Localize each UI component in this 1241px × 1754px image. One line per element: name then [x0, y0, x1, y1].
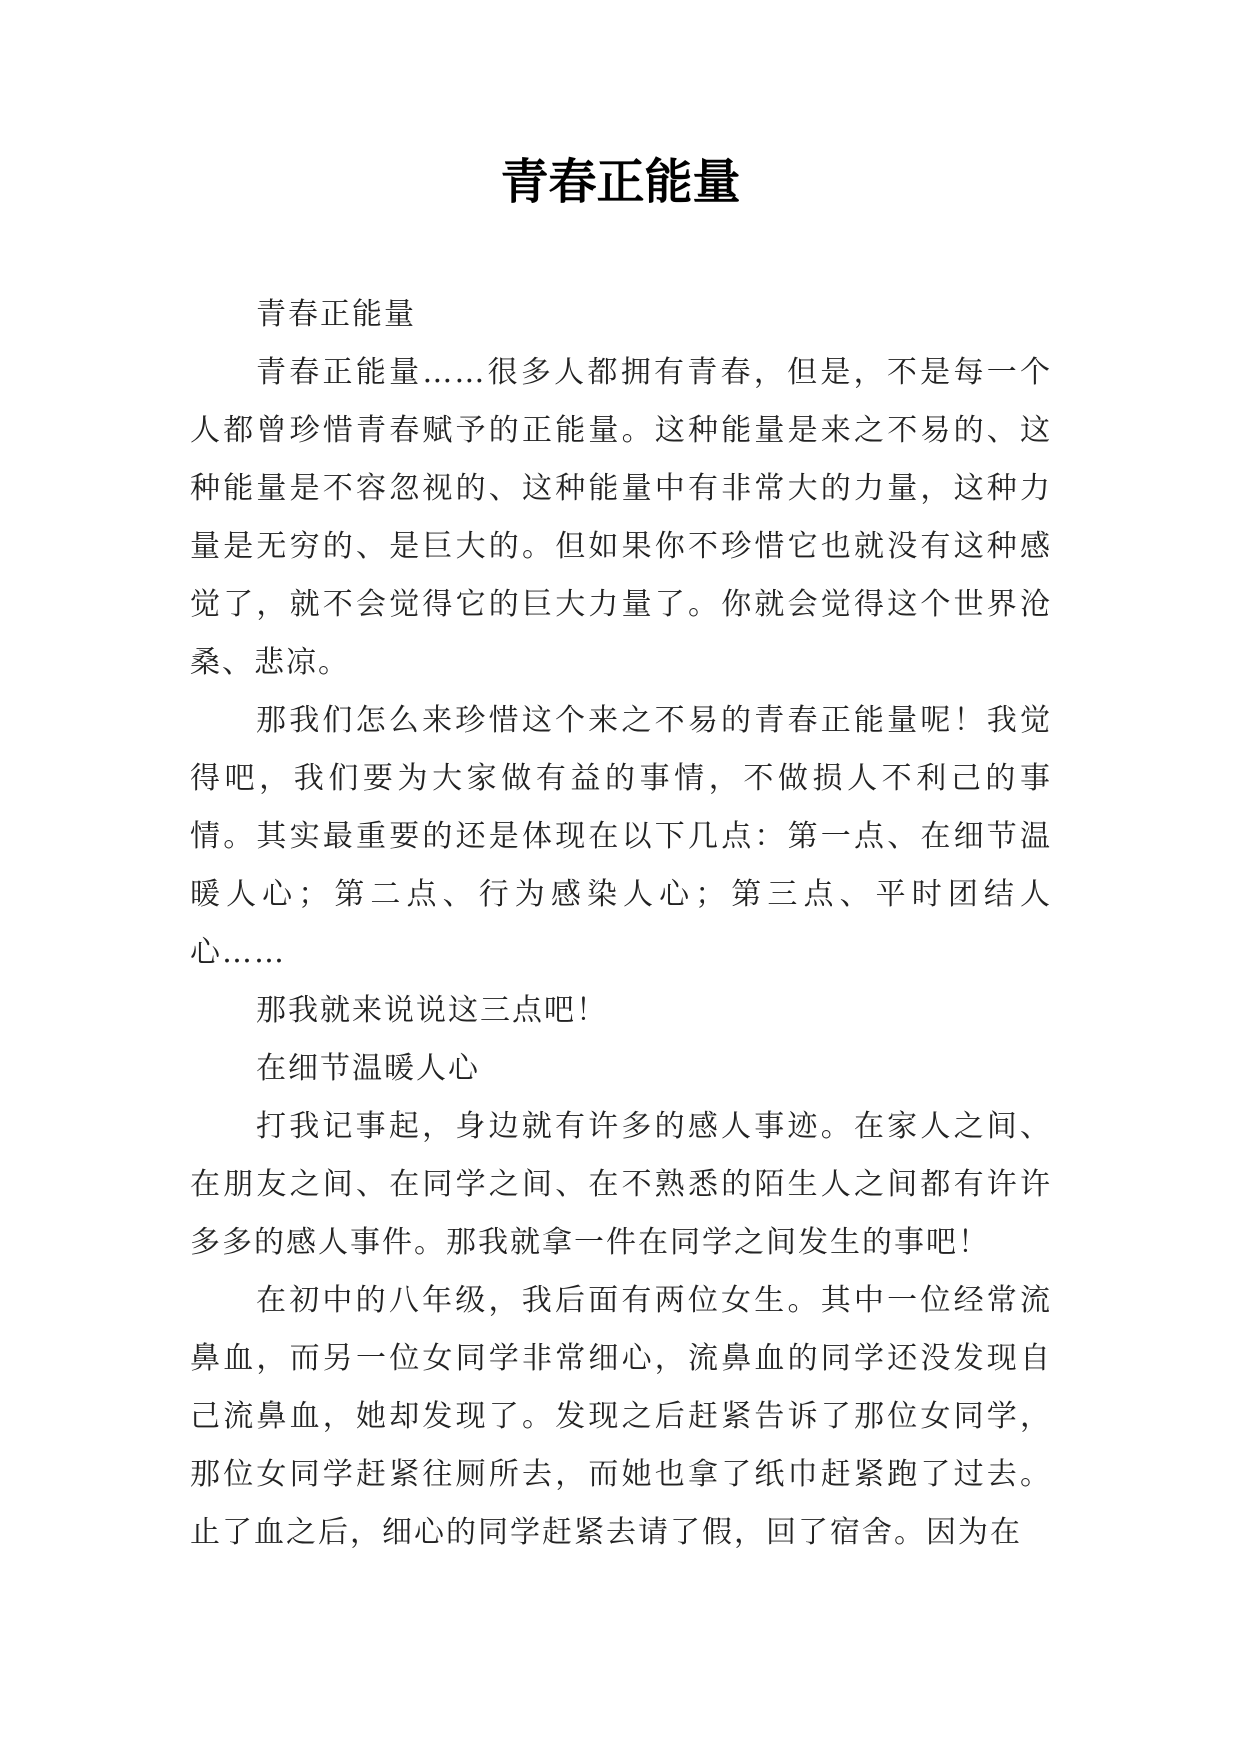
paragraph: 那我就来说说这三点吧！ — [256, 993, 608, 1028]
paragraph: 青春正能量……很多人都拥有青春，但是，不是每一个人都曾珍惜青春赋予的正能量。这种能量是来之不易的、这种能量是不容忽视的、这种能量中有非常大的力量，这种力量是无穷的、是巨大的。但如果你不珍惜它也就没有这种感觉了，就不会觉得它的巨大力量了。你就会觉得这个世界沧桑、悲凉。 — [190, 355, 1052, 680]
paragraph-section-heading: 在细节温暖人心 — [256, 1051, 480, 1086]
paragraph: 在初中的八年级，我后面有两位女生。其中一位经常流鼻血，而另一位女同学非常细心，流鼻血的同学还没发现自己流鼻血，她却发现了。发现之后赶紧告诉了那位女同学，那位女同学赶紧往厕所去，而她也拿了纸巾赶紧跑了过去。止了血之后，细心的同学赶紧去请了假，回了宿舍。因为在 — [190, 1283, 1052, 1550]
paragraph: 那我们怎么来珍惜这个来之不易的青春正能量呢！我觉得吧，我们要为大家做有益的事情，不做损人不利己的事情。其实最重要的还是体现在以下几点：第一点、在细节温暖人心；第二点、行为感染人心；第三点、平时团结人心…… — [190, 703, 1052, 970]
document-title: 青春正能量 — [500, 154, 741, 210]
document-body — [190, 286, 1052, 1562]
paragraph: 打我记事起，身边就有许多的感人事迹。在家人之间、在朋友之间、在同学之间、在不熟悉的陌生人之间都有许许多多的感人事件。那我就拿一件在同学之间发生的事吧！ — [190, 1109, 1052, 1260]
paragraph-subtitle: 青春正能量 — [256, 297, 416, 332]
